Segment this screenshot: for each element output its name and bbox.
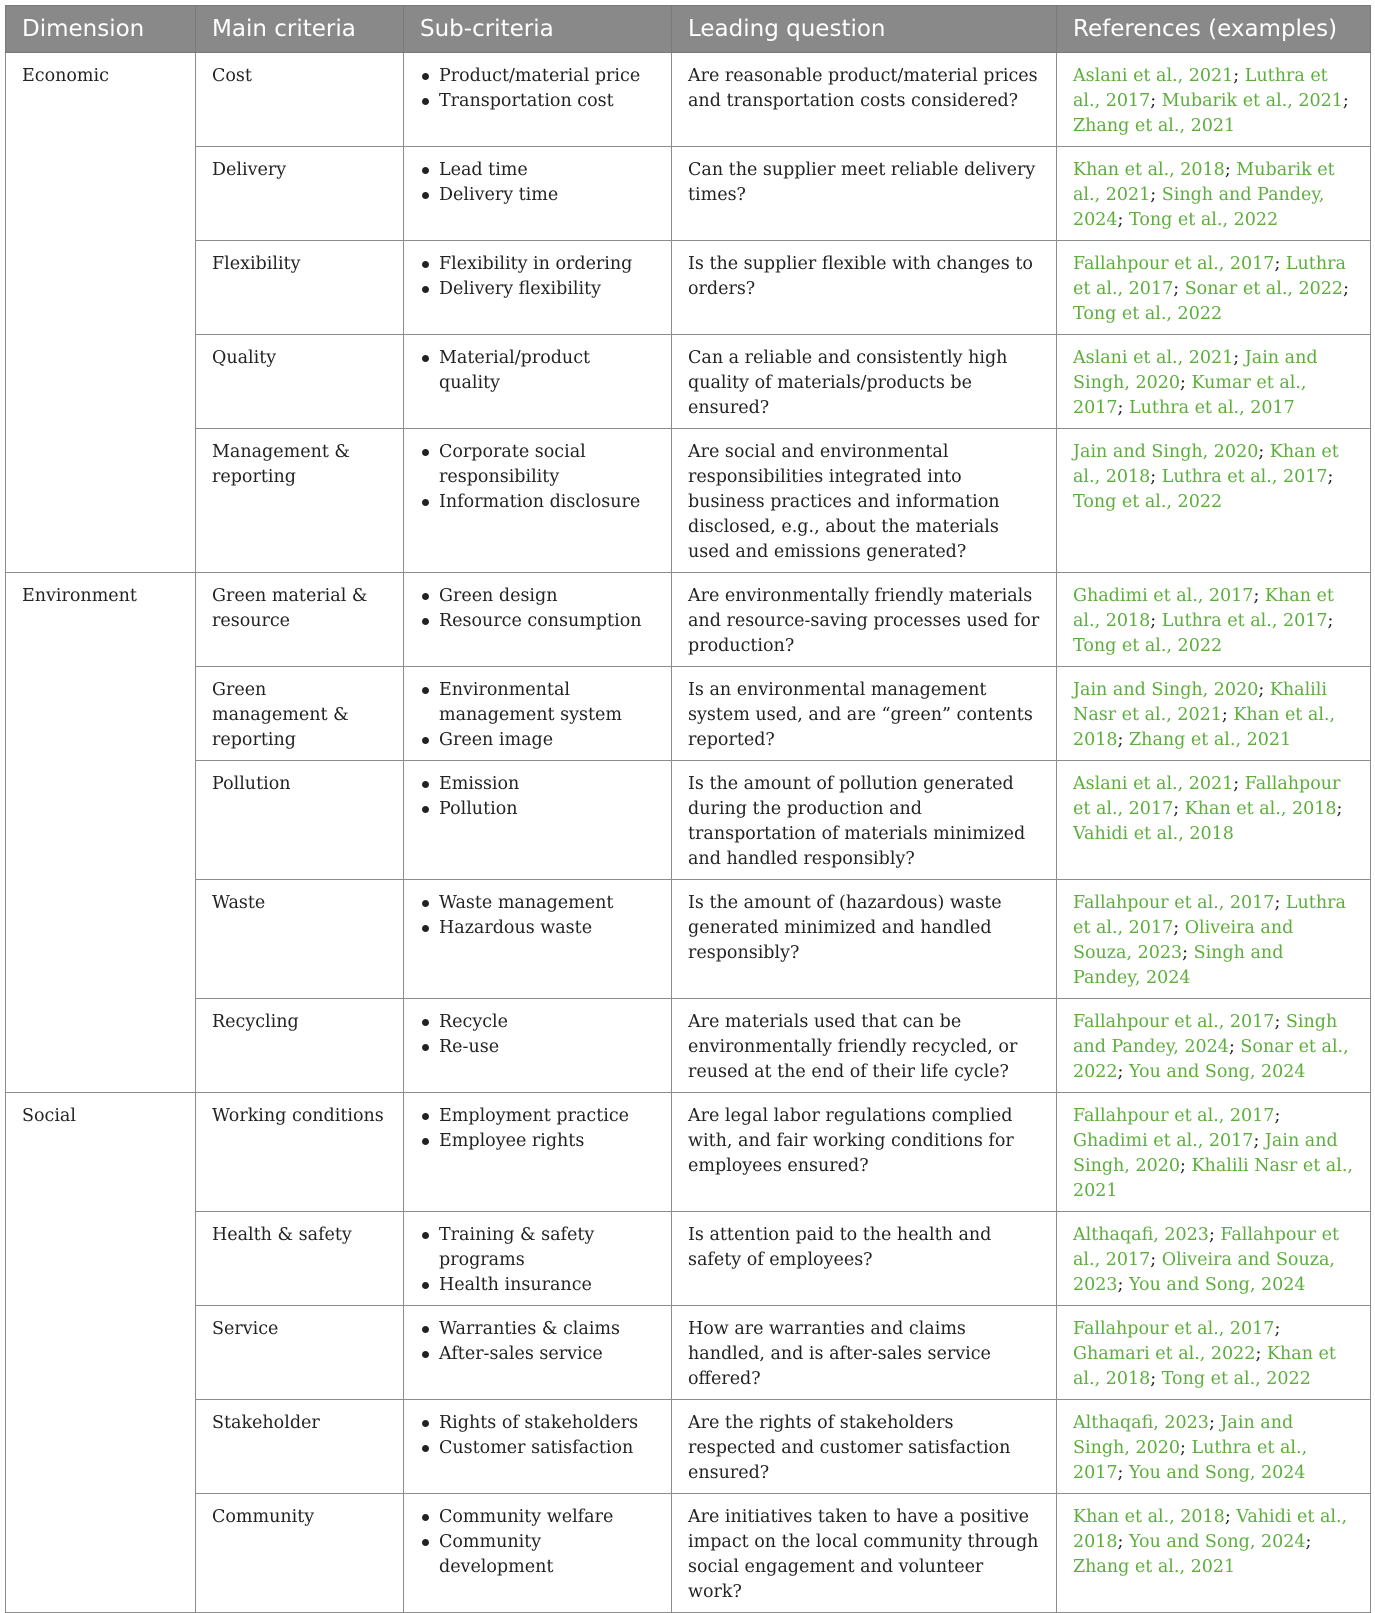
reference-link[interactable]: Mubarik et al., 2021 [1161, 91, 1343, 111]
sub-criteria-list [420, 440, 655, 515]
reference-link[interactable]: Khan et al., 2018 [1184, 799, 1337, 819]
reference-link[interactable]: Mubarik et al., 2021 [1073, 160, 1335, 205]
reference-link[interactable]: Jain and Singh, 2020 [1073, 680, 1259, 700]
leading-question-cell: How are warranties and claims handled, and is after-sales service offered? [672, 1306, 1057, 1400]
sub-criteria-item: Information disclosure [420, 490, 655, 515]
reference-separator: ; [1258, 680, 1270, 700]
reference-separator: ; [1117, 730, 1130, 750]
sub-criteria-list [420, 64, 655, 114]
leading-question-cell: Is the amount of (hazardous) waste generated minimized and handled responsibly? [672, 880, 1057, 999]
reference-link[interactable]: Luthra et al., 2017 [1073, 1438, 1308, 1483]
sub-criteria-item: Lead time [420, 158, 655, 183]
sub-criteria-cell [404, 1400, 672, 1494]
sub-criteria-item: After-sales service [420, 1342, 655, 1367]
reference-link[interactable]: Ghadimi et al., 2017 [1073, 586, 1254, 606]
reference-link[interactable]: Fallahpour et al., 2017 [1073, 774, 1341, 819]
reference-link[interactable]: You and Song, 2024 [1129, 1062, 1306, 1082]
reference-link[interactable]: Ghamari et al., 2022 [1073, 1344, 1256, 1364]
main-criteria-cell: Green material & resource [196, 573, 404, 667]
sub-criteria-item: Waste management [420, 891, 655, 916]
sub-criteria-item: Rights of stakeholders [420, 1411, 655, 1436]
sub-criteria-list [420, 678, 655, 753]
sub-criteria-item: Community development [420, 1530, 655, 1580]
reference-link[interactable]: Jain and Singh, 2020 [1073, 1413, 1294, 1458]
sub-criteria-cell [404, 573, 672, 667]
table-row [6, 53, 1371, 147]
sub-criteria-item: Hazardous waste [420, 916, 655, 941]
reference-link[interactable]: Kumar et al., 2017 [1073, 373, 1307, 418]
sub-criteria-item: Environmental management system [420, 678, 655, 728]
reference-link[interactable]: Luthra et al., 2017 [1161, 611, 1328, 631]
reference-link[interactable]: Khalili Nasr et al., 2021 [1073, 1156, 1353, 1201]
reference-separator: ; [1150, 611, 1162, 631]
reference-link[interactable]: Tong et al., 2022 [1161, 1369, 1311, 1389]
reference-separator: ; [1221, 705, 1234, 725]
references-cell [1057, 429, 1371, 573]
reference-link[interactable]: Jain and Singh, 2020 [1073, 442, 1259, 462]
sub-criteria-item: Delivery flexibility [420, 277, 655, 302]
references-cell [1057, 335, 1371, 429]
sub-criteria-list [420, 891, 655, 941]
sub-criteria-item: Training & safety programs [420, 1223, 655, 1273]
sub-criteria-list [420, 252, 655, 302]
sub-criteria-item: Delivery time [420, 183, 655, 208]
leading-question-cell: Can a reliable and consistently high quality of materials/products be ensured? [672, 335, 1057, 429]
sub-criteria-cell [404, 1494, 672, 1613]
reference-separator: ; [1117, 398, 1130, 418]
reference-link[interactable]: Tong et al., 2022 [1129, 210, 1279, 230]
reference-separator: ; [1258, 442, 1270, 462]
reference-link[interactable]: Althaqafi, 2023 [1073, 1225, 1209, 1245]
reference-link[interactable]: Althaqafi, 2023 [1073, 1413, 1209, 1433]
reference-separator: ; [1117, 210, 1130, 230]
sub-criteria-item: Employee rights [420, 1129, 655, 1154]
reference-separator: ; [1274, 1106, 1281, 1126]
table-row [6, 147, 1371, 241]
sub-criteria-item: Transportation cost [420, 89, 655, 114]
reference-link[interactable]: Khan et al., 2018 [1073, 1344, 1336, 1389]
reference-link[interactable]: Zhang et al., 2021 [1073, 1557, 1236, 1577]
references-cell [1057, 1306, 1371, 1400]
header-row [6, 6, 1371, 53]
main-criteria-cell: Flexibility [196, 241, 404, 335]
sub-criteria-list [420, 1505, 655, 1580]
reference-link[interactable]: Luthra et al., 2017 [1073, 66, 1328, 111]
sub-criteria-cell [404, 335, 672, 429]
sub-criteria-item: Health insurance [420, 1273, 655, 1298]
reference-separator: ; [1173, 279, 1185, 299]
references-cell [1057, 241, 1371, 335]
references-cell [1057, 761, 1371, 880]
reference-link[interactable]: You and Song, 2024 [1129, 1463, 1306, 1483]
sub-criteria-cell [404, 880, 672, 999]
header-leading-question: Leading question [672, 6, 1057, 53]
main-criteria-cell: Recycling [196, 999, 404, 1093]
reference-separator: ; [1150, 185, 1162, 205]
reference-link[interactable]: Sonar et al., 2022 [1184, 279, 1344, 299]
reference-link[interactable]: Khalili Nasr et al., 2021 [1073, 680, 1327, 725]
reference-separator: ; [1253, 1131, 1265, 1151]
reference-link[interactable]: Vahidi et al., 2018 [1073, 1507, 1348, 1552]
reference-link[interactable]: Zhang et al., 2021 [1073, 116, 1236, 136]
reference-link[interactable]: Fallahpour et al., 2017 [1073, 254, 1275, 274]
reference-link[interactable]: Tong et al., 2022 [1073, 304, 1223, 324]
sub-criteria-list [420, 1104, 655, 1154]
reference-separator: ; [1224, 160, 1237, 180]
leading-question-cell: Are legal labor regulations complied with, and fair working conditions for employees ensured? [672, 1093, 1057, 1212]
reference-link[interactable]: Fallahpour et al., 2017 [1073, 1319, 1275, 1339]
reference-link[interactable]: Khan et al., 2018 [1073, 160, 1225, 180]
table-row [6, 1212, 1371, 1306]
leading-question-cell: Are environmentally friendly materials and resource-saving processes used for production? [672, 573, 1057, 667]
reference-link[interactable]: Fallahpour et al., 2017 [1073, 1225, 1340, 1270]
sub-criteria-cell [404, 147, 672, 241]
reference-separator: ; [1180, 1438, 1192, 1458]
references-cell [1057, 999, 1371, 1093]
sub-criteria-item: Employment practice [420, 1104, 655, 1129]
dimension-cell: Environment [6, 573, 196, 1093]
reference-link[interactable]: Luthra et al., 2017 [1161, 467, 1328, 487]
sub-criteria-item: Product/material price [420, 64, 655, 89]
reference-link[interactable]: Aslani et al., 2021 [1073, 774, 1234, 794]
criteria-table [5, 5, 1371, 1613]
table-body [6, 53, 1371, 1613]
reference-separator: ; [1255, 1344, 1267, 1364]
reference-link[interactable]: Oliveira and Souza, 2023 [1073, 1250, 1335, 1295]
references-cell [1057, 880, 1371, 999]
leading-question-cell: Is the supplier flexible with changes to orders? [672, 241, 1057, 335]
sub-criteria-cell [404, 1306, 672, 1400]
main-criteria-cell: Pollution [196, 761, 404, 880]
leading-question-cell: Is attention paid to the health and safety of employees? [672, 1212, 1057, 1306]
sub-criteria-item: Corporate social responsibility [420, 440, 655, 490]
table-row [6, 429, 1371, 573]
sub-criteria-list [420, 1223, 655, 1298]
table-row [6, 335, 1371, 429]
table-row [6, 1306, 1371, 1400]
sub-criteria-item: Green design [420, 584, 655, 609]
reference-link[interactable]: You and Song, 2024 [1129, 1275, 1306, 1295]
leading-question-cell: Are social and environmental responsibilities integrated into business practices and information disclosed, e.g., about the materials used and emissions generated? [672, 429, 1057, 573]
reference-separator: ; [1327, 611, 1334, 631]
leading-question-cell: Are reasonable product/material prices and transportation costs considered? [672, 53, 1057, 147]
references-cell [1057, 1494, 1371, 1613]
reference-link[interactable]: Tong et al., 2022 [1073, 636, 1223, 656]
reference-separator: ; [1327, 467, 1334, 487]
reference-separator: ; [1117, 1463, 1130, 1483]
reference-separator: ; [1117, 1275, 1130, 1295]
sub-criteria-item: Emission [420, 772, 655, 797]
reference-separator: ; [1208, 1413, 1221, 1433]
leading-question-cell: Are materials used that can be environmentally friendly recycled, or reused at the end of their life cycle? [672, 999, 1057, 1093]
reference-separator: ; [1117, 1062, 1130, 1082]
leading-question-cell: Is the amount of pollution generated during the production and transportation of materials minimized and handled responsibly? [672, 761, 1057, 880]
sub-criteria-cell [404, 1093, 672, 1212]
reference-separator: ; [1208, 1225, 1221, 1245]
table-header [6, 6, 1371, 53]
reference-separator: ; [1117, 1532, 1130, 1552]
reference-link[interactable]: Luthra et al., 2017 [1073, 893, 1346, 938]
sub-criteria-list [420, 1010, 655, 1060]
references-cell [1057, 1093, 1371, 1212]
sub-criteria-cell [404, 667, 672, 761]
criteria-table-container [5, 5, 1370, 1613]
main-criteria-cell: Delivery [196, 147, 404, 241]
sub-criteria-list [420, 1411, 655, 1461]
reference-link[interactable]: Aslani et al., 2021 [1073, 348, 1234, 368]
table-row [6, 667, 1371, 761]
reference-link[interactable]: Luthra et al., 2017 [1129, 398, 1295, 418]
sub-criteria-list [420, 346, 655, 396]
sub-criteria-item: Green image [420, 728, 655, 753]
reference-link[interactable]: Singh and Pandey, 2024 [1073, 1012, 1338, 1057]
references-cell [1057, 667, 1371, 761]
table-row [6, 573, 1371, 667]
table-row [6, 1494, 1371, 1613]
leading-question-cell: Can the supplier meet reliable delivery times? [672, 147, 1057, 241]
reference-link[interactable]: Vahidi et al., 2018 [1073, 824, 1234, 844]
reference-separator: ; [1228, 1037, 1241, 1057]
header-sub-criteria: Sub-criteria [404, 6, 672, 53]
reference-link[interactable]: Tong et al., 2022 [1073, 492, 1223, 512]
reference-link[interactable]: Singh and Pandey, 2024 [1073, 185, 1325, 230]
sub-criteria-item: Re-use [420, 1035, 655, 1060]
sub-criteria-item: Community welfare [420, 1505, 655, 1530]
sub-criteria-cell [404, 241, 672, 335]
sub-criteria-cell [404, 761, 672, 880]
sub-criteria-item: Warranties & claims [420, 1317, 655, 1342]
reference-link[interactable]: Aslani et al., 2021 [1073, 66, 1234, 86]
sub-criteria-item: Recycle [420, 1010, 655, 1035]
sub-criteria-cell [404, 999, 672, 1093]
main-criteria-cell: Cost [196, 53, 404, 147]
dimension-cell: Social [6, 1093, 196, 1613]
reference-separator: ; [1233, 774, 1245, 794]
reference-separator: ; [1336, 799, 1343, 819]
reference-separator: ; [1150, 467, 1162, 487]
reference-separator: ; [1233, 348, 1245, 368]
reference-link[interactable]: Khan et al., 2018 [1073, 705, 1336, 750]
sub-criteria-cell [404, 1212, 672, 1306]
leading-question-cell: Is an environmental management system used, and are “green” contents reported? [672, 667, 1057, 761]
leading-question-cell: Are the rights of stakeholders respected and customer satisfaction ensured? [672, 1400, 1057, 1494]
dimension-cell: Economic [6, 53, 196, 573]
reference-separator: ; [1173, 918, 1185, 938]
main-criteria-cell: Quality [196, 335, 404, 429]
reference-link[interactable]: Fallahpour et al., 2017 [1073, 1012, 1275, 1032]
sub-criteria-list [420, 772, 655, 822]
reference-separator: ; [1274, 1012, 1286, 1032]
reference-link[interactable]: Oliveira and Souza, 2023 [1073, 918, 1294, 963]
table-row [6, 1093, 1371, 1212]
reference-separator: ; [1180, 1156, 1192, 1176]
header-references: References (examples) [1057, 6, 1371, 53]
sub-criteria-list [420, 1317, 655, 1367]
reference-separator: ; [1305, 1532, 1312, 1552]
reference-separator: ; [1253, 586, 1265, 606]
references-cell [1057, 53, 1371, 147]
main-criteria-cell: Waste [196, 880, 404, 999]
sub-criteria-item: Pollution [420, 797, 655, 822]
main-criteria-cell: Stakeholder [196, 1400, 404, 1494]
reference-separator: ; [1233, 66, 1245, 86]
sub-criteria-list [420, 158, 655, 208]
table-row [6, 999, 1371, 1093]
reference-link[interactable]: Singh and Pandey, 2024 [1073, 943, 1284, 988]
sub-criteria-item: Resource consumption [420, 609, 655, 634]
sub-criteria-item: Material/product quality [420, 346, 655, 396]
reference-separator: ; [1180, 373, 1192, 393]
reference-separator: ; [1343, 279, 1349, 299]
reference-link[interactable]: Khan et al., 2018 [1073, 586, 1334, 631]
table-row [6, 880, 1371, 999]
references-cell [1057, 1212, 1371, 1306]
header-dimension: Dimension [6, 6, 196, 53]
main-criteria-cell: Working conditions [196, 1093, 404, 1212]
sub-criteria-cell [404, 429, 672, 573]
sub-criteria-item: Flexibility in ordering [420, 252, 655, 277]
reference-separator: ; [1274, 254, 1286, 274]
table-row [6, 1400, 1371, 1494]
sub-criteria-item: Customer satisfaction [420, 1436, 655, 1461]
table-row [6, 241, 1371, 335]
reference-link[interactable]: Zhang et al., 2021 [1129, 730, 1292, 750]
references-cell [1057, 147, 1371, 241]
reference-link[interactable]: You and Song, 2024 [1129, 1532, 1306, 1552]
reference-link[interactable]: Khan et al., 2018 [1073, 442, 1339, 487]
table-row [6, 761, 1371, 880]
main-criteria-cell: Green management & reporting [196, 667, 404, 761]
reference-separator: ; [1274, 1319, 1281, 1339]
reference-link[interactable]: Sonar et al., 2022 [1073, 1037, 1349, 1082]
main-criteria-cell: Management & reporting [196, 429, 404, 573]
main-criteria-cell: Community [196, 1494, 404, 1613]
reference-separator: ; [1182, 943, 1194, 963]
reference-link[interactable]: Fallahpour et al., 2017 [1073, 1106, 1275, 1126]
reference-link[interactable]: Jain and Singh, 2020 [1073, 1131, 1338, 1176]
references-cell [1057, 573, 1371, 667]
references-cell [1057, 1400, 1371, 1494]
reference-separator: ; [1150, 1250, 1162, 1270]
sub-criteria-cell [404, 53, 672, 147]
sub-criteria-list [420, 584, 655, 634]
reference-separator: ; [1150, 1369, 1162, 1389]
reference-link[interactable]: Ghadimi et al., 2017 [1073, 1131, 1254, 1151]
reference-link[interactable]: Khan et al., 2018 [1073, 1507, 1225, 1527]
header-main-criteria: Main criteria [196, 6, 404, 53]
leading-question-cell: Are initiatives taken to have a positive impact on the local community through social engagement and volunteer work? [672, 1494, 1057, 1613]
reference-separator: ; [1274, 893, 1286, 913]
main-criteria-cell: Service [196, 1306, 404, 1400]
reference-link[interactable]: Jain and Singh, 2020 [1073, 348, 1318, 393]
reference-separator: ; [1342, 91, 1349, 111]
reference-link[interactable]: Luthra et al., 2017 [1073, 254, 1346, 299]
main-criteria-cell: Health & safety [196, 1212, 404, 1306]
reference-link[interactable]: Fallahpour et al., 2017 [1073, 893, 1275, 913]
reference-separator: ; [1150, 91, 1162, 111]
reference-separator: ; [1173, 799, 1185, 819]
reference-separator: ; [1224, 1507, 1237, 1527]
